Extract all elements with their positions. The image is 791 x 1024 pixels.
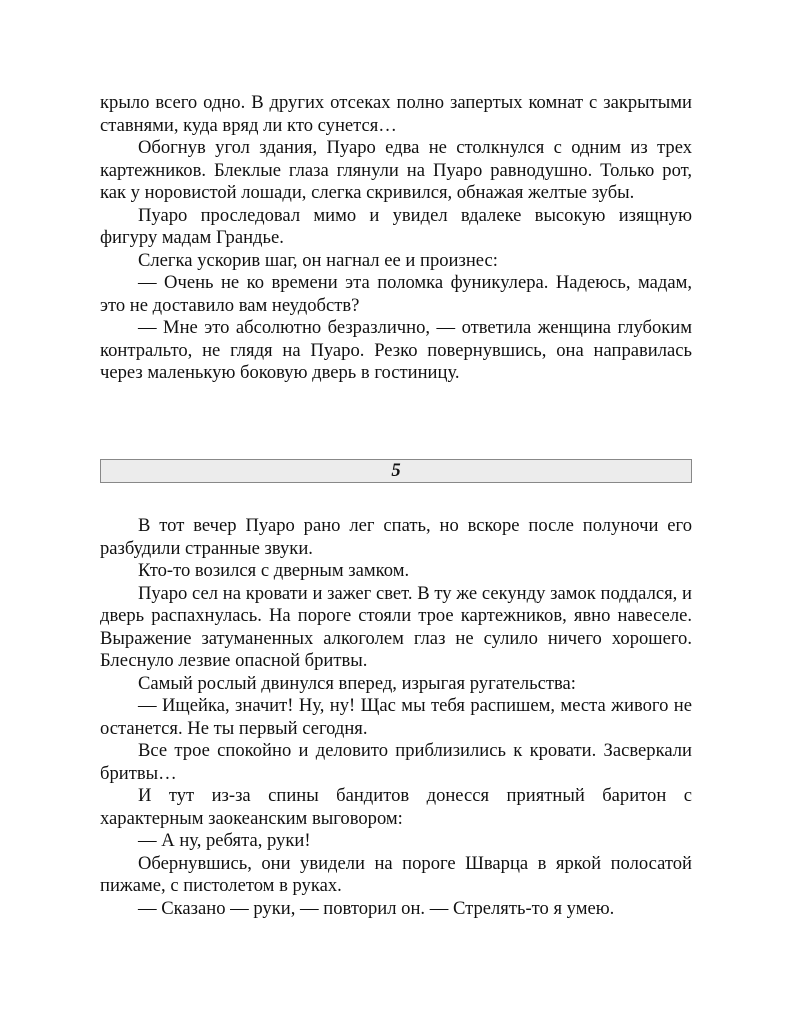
paragraph: — Очень не ко времени эта поломка фуникулера. Надеюсь, мадам, это не доставило вам неудобств?: [100, 272, 692, 316]
paragraph: Слегка ускорив шаг, он нагнал ее и произнес:: [138, 249, 498, 271]
paragraph: Все трое спокойно и деловито приблизились к кровати. Засверкали бритвы…: [100, 740, 692, 784]
paragraph: — Ищейка, значит! Ну, ну! Щас мы тебя распишем, места живого не останется. Не ты первый сегодня.: [100, 695, 692, 739]
paragraph: И тут из-за спины бандитов донесся приятный баритон с характерным заокеанским выговором:: [100, 785, 692, 829]
paragraph: крыло всего одно. В других отсеках полно запертых комнат с закрытыми ставнями, куда вряд ли кто сунется…: [100, 92, 692, 136]
paragraph: Самый рослый двинулся вперед, изрыгая ругательства:: [138, 672, 576, 694]
section-heading: 5: [100, 459, 692, 483]
paragraph: Пуаро сел на кровати и зажег свет. В ту же секунду замок поддался, и дверь распахнулась. На пороге стояли трое картежников, явно навеселе. Выражение затуманенных алкоголем глаз не сулило ничего хорошего. Блеснуло лезвие опасной бритвы.: [100, 582, 692, 671]
paragraph: — Мне это абсолютно безразлично, — ответила женщина глубоким контральто, не глядя на Пуаро. Резко повернувшись, она направилась через маленькую боковую дверь в гостиницу.: [100, 317, 692, 383]
paragraph: Обогнув угол здания, Пуаро едва не столкнулся с одним из трех картежников. Блеклые глаза глянули на Пуаро равнодушно. Только рот, как у норовистой лошади, слегка скривился, обнажая желтые зубы.: [100, 137, 692, 203]
paragraph: — А ну, ребята, руки!: [138, 830, 311, 851]
text-block-bottom: [100, 515, 692, 920]
paragraph: — Сказано — руки, — повторил он. — Стрелять-то я умею.: [138, 897, 615, 919]
text-block-top: [100, 92, 692, 385]
paragraph: Кто-то возился с дверным замком.: [138, 560, 410, 581]
paragraph: Обернувшись, они увидели на пороге Шварца в яркой полосатой пижаме, с пистолетом в руках.: [100, 852, 692, 896]
paragraph: Пуаро проследовал мимо и увидел вдалеке высокую изящную фигуру мадам Грандье.: [100, 204, 692, 248]
paragraph: В тот вечер Пуаро рано лег спать, но вскоре после полуночи его разбудили странные звуки.: [100, 515, 692, 559]
